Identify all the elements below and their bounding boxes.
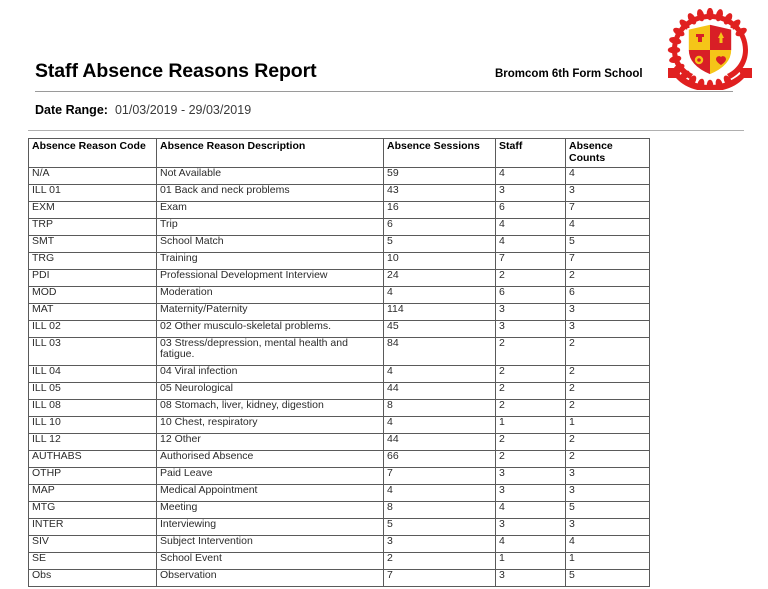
absence-reason-code: ILL 05: [29, 383, 157, 400]
absence-sessions-value: 84: [384, 338, 496, 366]
absence-reason-description: Exam: [157, 202, 384, 219]
absence-reason-code: PDI: [29, 270, 157, 287]
staff-value: 2: [496, 383, 566, 400]
absence-sessions-value: 3: [384, 536, 496, 553]
absence-sessions-value: 8: [384, 400, 496, 417]
table-row: [29, 366, 650, 383]
absence-reason-description: 10 Chest, respiratory: [157, 417, 384, 434]
absence-reason-code: ILL 01: [29, 185, 157, 202]
absence-reason-description: Training: [157, 253, 384, 270]
table-row: [29, 502, 650, 519]
absence-counts-value: 4: [566, 168, 650, 185]
absence-reason-code: ILL 08: [29, 400, 157, 417]
absence-sessions-value: 45: [384, 321, 496, 338]
absence-reason-code: SIV: [29, 536, 157, 553]
staff-value: 6: [496, 202, 566, 219]
table-row: [29, 202, 650, 219]
absence-counts-value: 3: [566, 468, 650, 485]
absence-reason-description: 01 Back and neck problems: [157, 185, 384, 202]
staff-value: 4: [496, 219, 566, 236]
staff-value: 3: [496, 570, 566, 587]
absence-reason-code: AUTHABS: [29, 451, 157, 468]
absence-counts-value: 3: [566, 304, 650, 321]
absence-reason-code: OTHP: [29, 468, 157, 485]
absence-sessions-value: 6: [384, 219, 496, 236]
title-divider: [35, 91, 733, 92]
absence-reason-code: MTG: [29, 502, 157, 519]
absence-counts-value: 3: [566, 485, 650, 502]
absence-reason-description: Meeting: [157, 502, 384, 519]
column-header-sessions: Absence Sessions: [384, 139, 496, 168]
absence-reason-description: Trip: [157, 219, 384, 236]
column-header-counts: Absence Counts: [566, 139, 650, 168]
absence-reason-code: ILL 02: [29, 321, 157, 338]
absence-reason-code: EXM: [29, 202, 157, 219]
absence-reason-code: MAP: [29, 485, 157, 502]
column-header-description: Absence Reason Description: [157, 139, 384, 168]
absence-counts-value: 2: [566, 400, 650, 417]
absence-counts-value: 6: [566, 287, 650, 304]
table-row: [29, 553, 650, 570]
absence-reason-code: TRG: [29, 253, 157, 270]
absence-sessions-value: 7: [384, 570, 496, 587]
table-row: [29, 321, 650, 338]
absence-reason-description: Medical Appointment: [157, 485, 384, 502]
staff-value: 2: [496, 451, 566, 468]
absence-reason-code: TRP: [29, 219, 157, 236]
table-row: [29, 434, 650, 451]
staff-value: 2: [496, 434, 566, 451]
absence-reason-description: Interviewing: [157, 519, 384, 536]
absence-reason-description: 08 Stomach, liver, kidney, digestion: [157, 400, 384, 417]
table-row: [29, 270, 650, 287]
column-header-staff: Staff: [496, 139, 566, 168]
staff-value: 3: [496, 185, 566, 202]
school-crest-icon: [662, 8, 758, 90]
absence-sessions-value: 66: [384, 451, 496, 468]
absence-reason-code: MOD: [29, 287, 157, 304]
absence-reason-description: Professional Development Interview: [157, 270, 384, 287]
staff-value: 3: [496, 468, 566, 485]
absence-reason-description: School Event: [157, 553, 384, 570]
absence-reasons-table: [28, 138, 650, 587]
absence-reason-code: ILL 12: [29, 434, 157, 451]
absence-counts-value: 5: [566, 570, 650, 587]
absence-sessions-value: 2: [384, 553, 496, 570]
staff-value: 4: [496, 502, 566, 519]
column-header-code: Absence Reason Code: [29, 139, 157, 168]
absence-sessions-value: 24: [384, 270, 496, 287]
table-row: [29, 451, 650, 468]
absence-counts-value: 2: [566, 451, 650, 468]
absence-counts-value: 2: [566, 270, 650, 287]
table-top-divider: [28, 130, 744, 131]
absence-reason-description: Paid Leave: [157, 468, 384, 485]
absence-sessions-value: 114: [384, 304, 496, 321]
absence-reason-description: 03 Stress/depression, mental health and fatigue.: [157, 338, 384, 366]
table-row: [29, 236, 650, 253]
absence-reason-description: School Match: [157, 236, 384, 253]
absence-sessions-value: 59: [384, 168, 496, 185]
absence-counts-value: 7: [566, 253, 650, 270]
absence-sessions-value: 43: [384, 185, 496, 202]
table-row: [29, 468, 650, 485]
absence-reason-description: 05 Neurological: [157, 383, 384, 400]
date-range: [35, 103, 251, 117]
date-range-value: 01/03/2019 - 29/03/2019: [114, 103, 252, 117]
table-row: [29, 570, 650, 587]
absence-reason-code: ILL 04: [29, 366, 157, 383]
absence-counts-value: 4: [566, 536, 650, 553]
table-row: [29, 168, 650, 185]
absence-reason-description: 02 Other musculo-skeletal problems.: [157, 321, 384, 338]
staff-value: 3: [496, 304, 566, 321]
staff-value: 1: [496, 553, 566, 570]
staff-value: 4: [496, 236, 566, 253]
absence-sessions-value: 8: [384, 502, 496, 519]
absence-sessions-value: 7: [384, 468, 496, 485]
absence-reason-code: SE: [29, 553, 157, 570]
table-row: [29, 485, 650, 502]
absence-reason-code: INTER: [29, 519, 157, 536]
table-row: [29, 185, 650, 202]
absence-reason-code: Obs: [29, 570, 157, 587]
table-row: [29, 383, 650, 400]
staff-value: 4: [496, 536, 566, 553]
absence-reason-description: 12 Other: [157, 434, 384, 451]
absence-sessions-value: 16: [384, 202, 496, 219]
absence-sessions-value: 4: [384, 417, 496, 434]
absence-reason-description: Maternity/Paternity: [157, 304, 384, 321]
absence-counts-value: 2: [566, 434, 650, 451]
absence-counts-value: 3: [566, 519, 650, 536]
table-row: [29, 304, 650, 321]
staff-value: 3: [496, 321, 566, 338]
staff-value: 2: [496, 366, 566, 383]
absence-reason-code: MAT: [29, 304, 157, 321]
absence-sessions-value: 44: [384, 383, 496, 400]
absence-sessions-value: 5: [384, 519, 496, 536]
absence-counts-value: 4: [566, 219, 650, 236]
report-header: [0, 0, 768, 130]
absence-counts-value: 3: [566, 321, 650, 338]
staff-value: 3: [496, 485, 566, 502]
staff-value: 2: [496, 400, 566, 417]
absence-reason-description: Observation: [157, 570, 384, 587]
absence-sessions-value: 4: [384, 366, 496, 383]
absence-sessions-value: 10: [384, 253, 496, 270]
absence-counts-value: 7: [566, 202, 650, 219]
absence-counts-value: 1: [566, 417, 650, 434]
absence-sessions-value: 44: [384, 434, 496, 451]
table-row: [29, 253, 650, 270]
absence-reason-code: ILL 03: [29, 338, 157, 366]
staff-value: 3: [496, 519, 566, 536]
absence-reason-description: Moderation: [157, 287, 384, 304]
absence-reason-description: Authorised Absence: [157, 451, 384, 468]
absence-counts-value: 2: [566, 383, 650, 400]
staff-value: 4: [496, 168, 566, 185]
table-row: [29, 338, 650, 366]
table-row: [29, 519, 650, 536]
absence-counts-value: 3: [566, 185, 650, 202]
school-name: Bromcom 6th Form School: [495, 68, 643, 80]
absence-counts-value: 1: [566, 553, 650, 570]
staff-value: 7: [496, 253, 566, 270]
absence-sessions-value: 5: [384, 236, 496, 253]
absence-counts-value: 5: [566, 236, 650, 253]
table-row: [29, 400, 650, 417]
staff-value: 1: [496, 417, 566, 434]
table-row: [29, 219, 650, 236]
absence-counts-value: 2: [566, 366, 650, 383]
absence-reason-code: ILL 10: [29, 417, 157, 434]
absence-reason-description: Subject Intervention: [157, 536, 384, 553]
staff-value: 2: [496, 338, 566, 366]
date-range-label: Date Range:: [35, 103, 108, 117]
table-header: [29, 139, 650, 168]
page-title: Staff Absence Reasons Report: [35, 60, 317, 82]
table-header-row: [29, 139, 650, 168]
staff-value: 6: [496, 287, 566, 304]
table-row: [29, 287, 650, 304]
table-body: [29, 168, 650, 587]
absence-reason-description: Not Available: [157, 168, 384, 185]
absence-table-container: [28, 138, 649, 587]
absence-reason-code: SMT: [29, 236, 157, 253]
absence-reason-description: 04 Viral infection: [157, 366, 384, 383]
staff-value: 2: [496, 270, 566, 287]
table-row: [29, 536, 650, 553]
absence-counts-value: 2: [566, 338, 650, 366]
table-row: [29, 417, 650, 434]
absence-sessions-value: 4: [384, 485, 496, 502]
absence-sessions-value: 4: [384, 287, 496, 304]
absence-reason-code: N/A: [29, 168, 157, 185]
absence-counts-value: 5: [566, 502, 650, 519]
